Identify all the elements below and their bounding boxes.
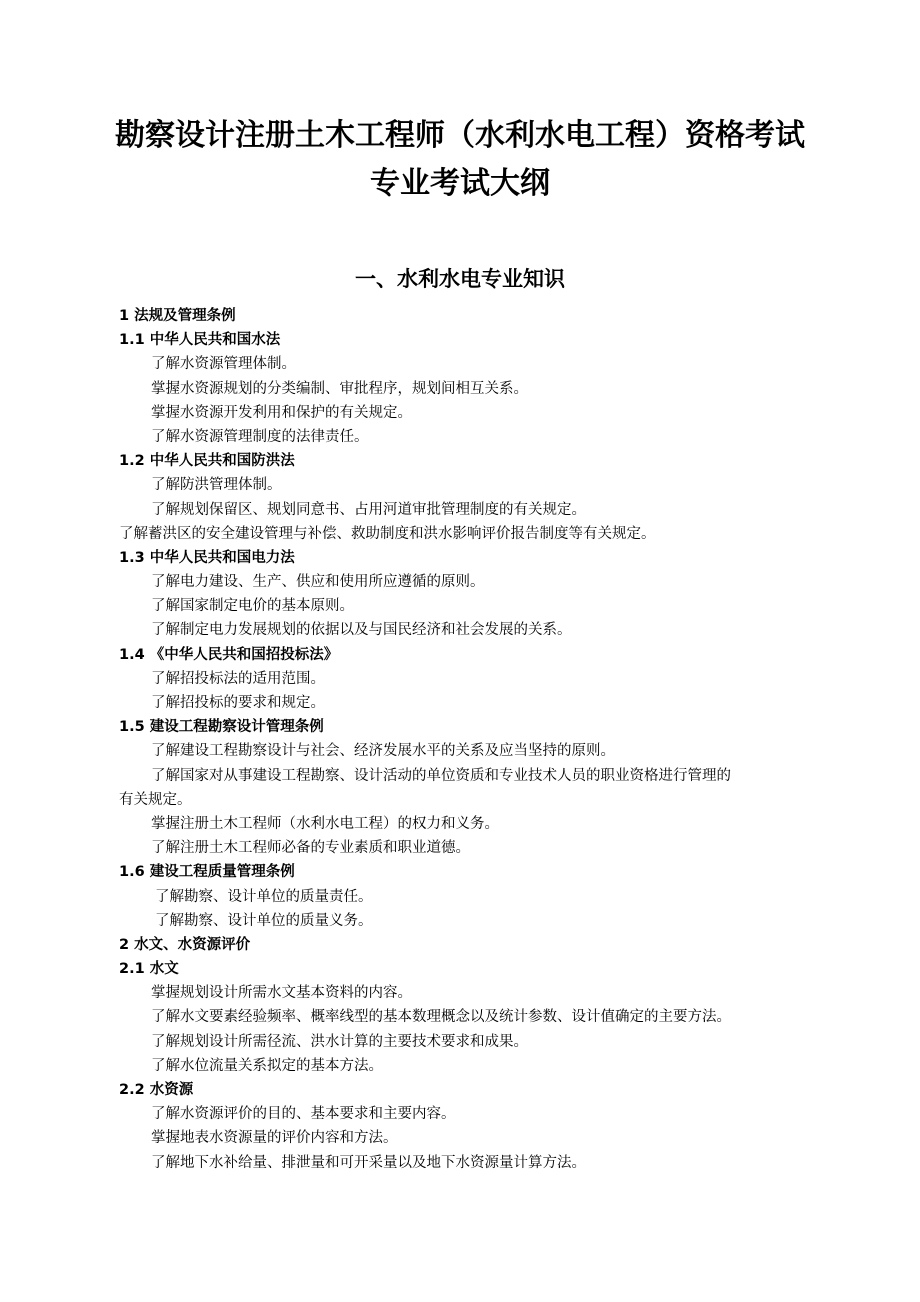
section-heading: 2.1 水文 xyxy=(119,961,179,978)
outline-item: 掌握水资源开发利用和保护的有关规定。 xyxy=(151,404,412,421)
outline-item: 有关规定。 xyxy=(119,791,192,808)
section-heading: 1.2 中华人民共和国防洪法 xyxy=(119,453,295,470)
outline-item: 了解水资源管理制度的法律责任。 xyxy=(151,428,369,445)
outline-item: 了解国家对从事建设工程勘察、设计活动的单位资质和专业技术人员的职业资格进行管理的 xyxy=(151,767,731,784)
outline-item: 了解国家制定电价的基本原则。 xyxy=(151,598,354,615)
outline-item: 了解注册土木工程师必备的专业素质和职业道德。 xyxy=(151,840,470,857)
section-heading: 2.2 水资源 xyxy=(119,1082,194,1098)
section-heading: 1.5 建设工程勘察设计管理条例 xyxy=(119,719,324,736)
outline-item: 掌握地表水资源量的评价内容和方法。 xyxy=(151,1130,398,1147)
outline-item: 掌握水资源规划的分类编制、审批程序，规划间相互关系。 xyxy=(151,380,528,397)
section-heading: 1.4 《中华人民共和国招投标法》 xyxy=(119,646,339,663)
section-heading: 1.3 中华人民共和国电力法 xyxy=(119,549,295,566)
section-heading: 1.6 建设工程质量管理条例 xyxy=(119,864,295,881)
outline-item: 了解建设工程勘察设计与社会、经济发展水平的关系及应当坚持的原则。 xyxy=(151,743,615,760)
outline-item: 了解电力建设、生产、供应和使用所应遵循的原则。 xyxy=(151,574,485,591)
outline-item: 了解水位流量关系拟定的基本方法。 xyxy=(151,1057,383,1074)
outline-item: 了解勘察、设计单位的质量义务。 xyxy=(155,912,373,929)
section-heading: 1.1 中华人民共和国水法 xyxy=(119,332,281,349)
section-heading: 1 法规及管理条例 xyxy=(119,308,236,324)
chapter-title: 一、水利水电专业知识 xyxy=(355,267,565,291)
outline-item: 了解规划保留区、规划同意书、占用河道审批管理制度的有关规定。 xyxy=(151,501,586,518)
outline-item: 了解制定电力发展规划的依据以及与国民经济和社会发展的关系。 xyxy=(151,622,572,639)
document-title-line2: 专业考试大纲 xyxy=(370,166,550,201)
outline-item: 了解水资源管理体制。 xyxy=(151,356,296,373)
outline-item: 了解规划设计所需径流、洪水计算的主要技术要求和成果。 xyxy=(151,1033,528,1050)
outline-item: 了解防洪管理体制。 xyxy=(151,477,282,494)
outline-item: 了解蓄洪区的安全建设管理与补偿、救助制度和洪水影响评价报告制度等有关规定。 xyxy=(119,525,656,542)
section-heading: 2 水文、水资源评价 xyxy=(119,936,251,953)
outline-item: 掌握注册土木工程师（水利水电工程）的权力和义务。 xyxy=(151,815,499,832)
outline-item: 掌握规划设计所需水文基本资料的内容。 xyxy=(151,985,412,1002)
outline-item: 了解招投标法的适用范围。 xyxy=(151,670,325,687)
document-title-line1: 勘察设计注册土木工程师（水利水电工程）资格考试 xyxy=(115,118,805,153)
outline-item: 了解勘察、设计单位的质量责任。 xyxy=(155,888,373,905)
outline-item: 了解地下水补给量、排泄量和可开采量以及地下水资源量计算方法。 xyxy=(151,1154,586,1171)
outline-body xyxy=(119,304,809,1175)
outline-item: 了解招投标的要求和规定。 xyxy=(151,695,325,711)
outline-item: 了解水资源评价的目的、基本要求和主要内容。 xyxy=(151,1106,456,1123)
outline-item: 了解水文要素经验频率、概率线型的基本数理概念以及统计参数、设计值确定的主要方法。 xyxy=(151,1009,731,1026)
